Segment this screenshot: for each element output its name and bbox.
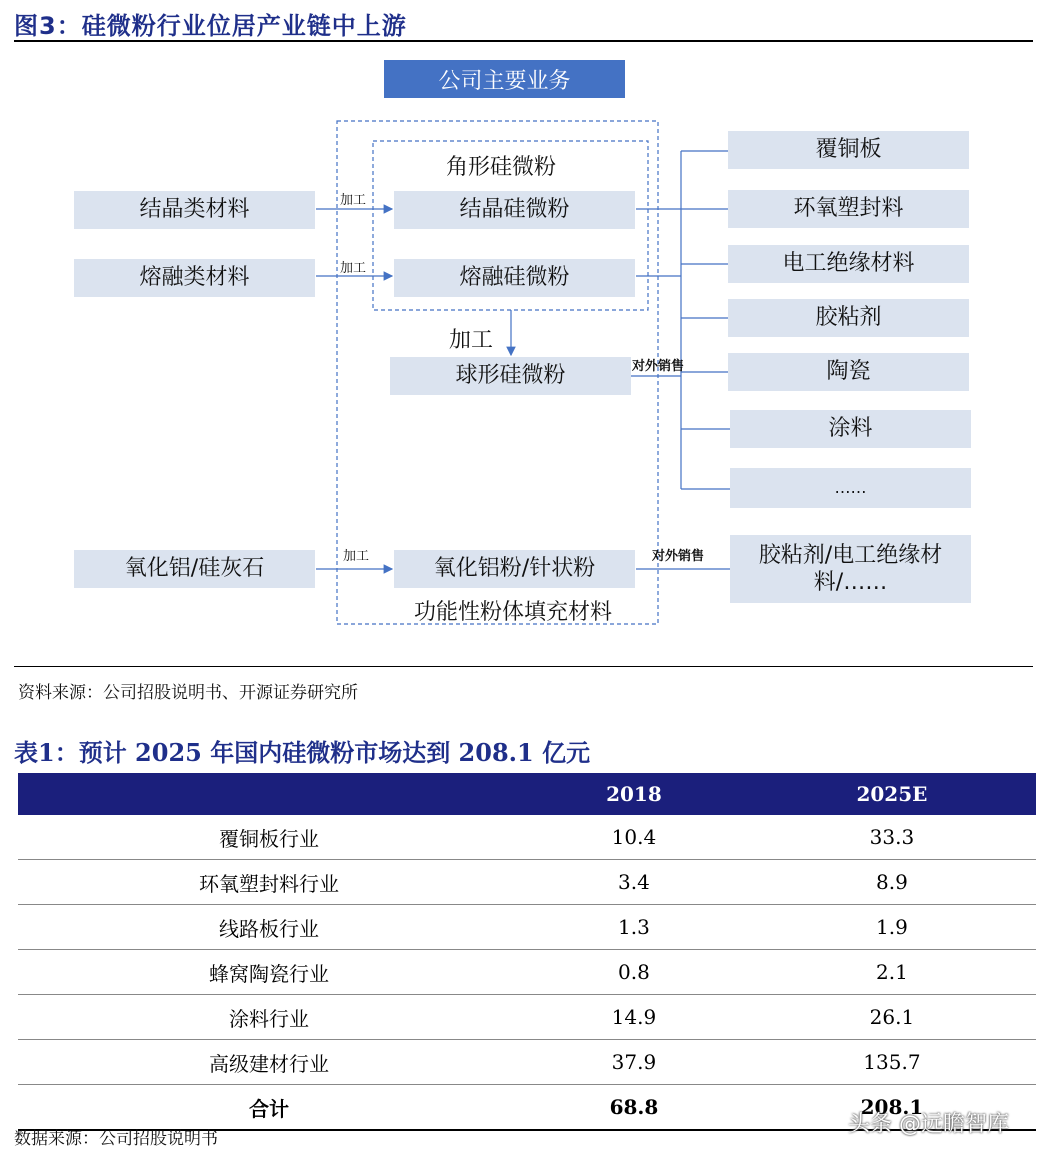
product-spherical-silica: 球形硅微粉: [390, 357, 631, 395]
value-2018: 3.4: [520, 860, 748, 905]
product-fused-silica: 熔融硅微粉: [394, 259, 635, 297]
application-emc: 环氧塑封料: [728, 190, 969, 228]
value-2018: 14.9: [520, 995, 748, 1040]
header-cell: 2018: [606, 782, 662, 806]
application-ceramic: 陶瓷: [728, 353, 969, 391]
application-coating: 涂料: [730, 410, 971, 448]
process-label: 加工: [340, 193, 367, 208]
value-2018: 37.9: [520, 1040, 748, 1085]
table-row: [18, 905, 1036, 950]
application-insulation: 电工绝缘材料: [728, 245, 969, 283]
watermark: 头条 @远瞻智库: [848, 1112, 1009, 1137]
value-2018: 0.8: [520, 950, 748, 995]
raw-material-alumina: 氧化铝/硅灰石: [74, 550, 315, 588]
value-2025: 8.9: [748, 860, 1036, 905]
value-2025: 33.3: [748, 815, 1036, 860]
external-sale-label: 对外销售: [632, 359, 685, 374]
raw-material-crystal: 结晶类材料: [74, 191, 315, 229]
header-cell: [18, 773, 520, 815]
value-2025: 2.1: [748, 950, 1036, 995]
application-functional: 胶粘剂/电工绝缘材料/……: [730, 535, 971, 603]
row-label: 环氧塑封料行业: [18, 860, 520, 905]
product-crystal-silica: 结晶硅微粉: [394, 191, 635, 229]
application-ccl: 覆铜板: [728, 131, 969, 169]
row-label: 蜂窝陶瓷行业: [18, 950, 520, 995]
value-2018: 10.4: [520, 815, 748, 860]
market-size-table: [18, 773, 1036, 1131]
figure-title: 图3：硅微粉行业位居产业链中上游: [14, 12, 407, 40]
table-row: [18, 815, 1036, 860]
table-row: [18, 860, 1036, 905]
table-row: [18, 950, 1036, 995]
process-label: 加工: [449, 328, 494, 353]
row-label: 涂料行业: [18, 995, 520, 1040]
product-alumina-powder: 氧化铝粉/针状粉: [394, 550, 635, 588]
process-label: 加工: [343, 549, 370, 564]
external-sale-label: 对外销售: [652, 549, 705, 564]
table-title: 表1：预计 2025 年国内硅微粉市场达到 208.1 亿元: [14, 738, 591, 767]
application-adhesive: 胶粘剂: [728, 299, 969, 337]
total-2018: 68.8: [520, 1085, 748, 1131]
row-label: 线路板行业: [18, 905, 520, 950]
table-source: 数据来源：公司招股说明书: [14, 1129, 218, 1149]
value-2025: 135.7: [748, 1040, 1036, 1085]
row-label: 覆铜板行业: [18, 815, 520, 860]
table-row: [18, 995, 1036, 1040]
source-rule: [14, 666, 1033, 667]
table-row: [18, 1040, 1036, 1085]
value-2025: 1.9: [748, 905, 1036, 950]
functional-group-label: 功能性粉体填充材料: [414, 600, 613, 625]
process-label: 加工: [340, 261, 367, 276]
row-label: 高级建材行业: [18, 1040, 520, 1085]
value-2018: 1.3: [520, 905, 748, 950]
figure-source: 资料来源：公司招股说明书、开源证券研究所: [18, 683, 358, 703]
value-2025: 26.1: [748, 995, 1036, 1040]
table-header-row: [18, 773, 1036, 815]
main-business-header: 公司主要业务: [384, 60, 625, 98]
header-cell: 2025E: [856, 782, 928, 806]
total-2025: 208.1: [748, 1085, 1036, 1131]
angular-group-label: 角形硅微粉: [446, 155, 557, 180]
total-label: 合计: [18, 1085, 520, 1131]
raw-material-fused: 熔融类材料: [74, 259, 315, 297]
application-more: ……: [730, 468, 971, 508]
